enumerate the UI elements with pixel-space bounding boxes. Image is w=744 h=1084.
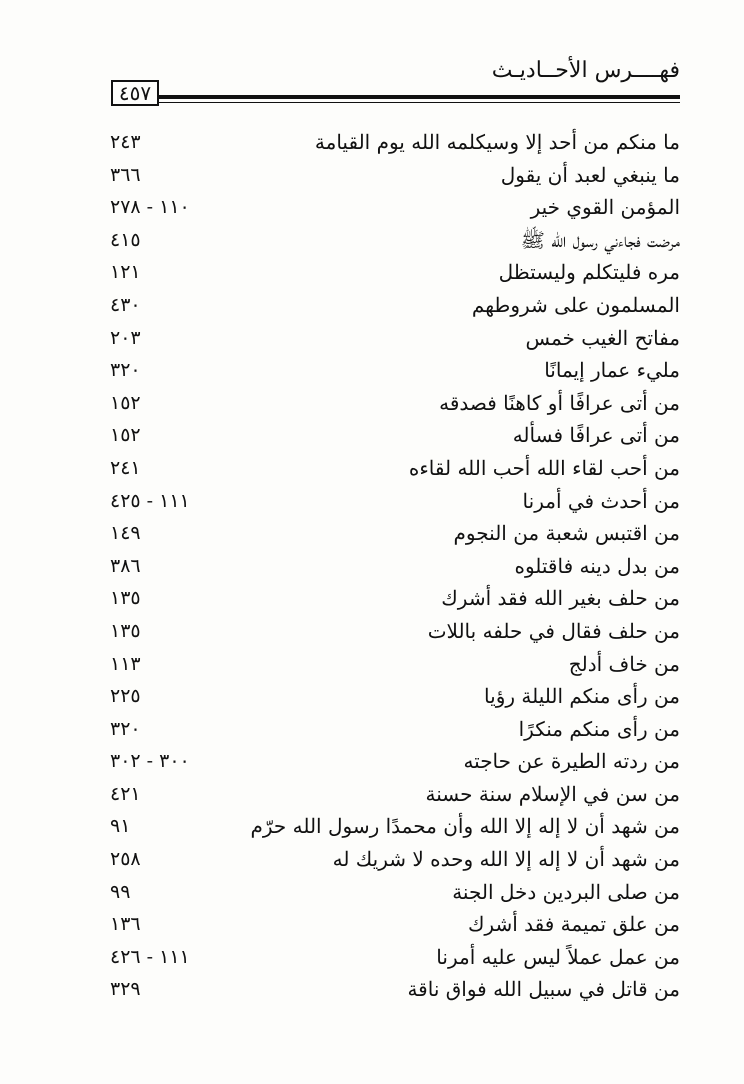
hadith-text: من أتى عرافًا أو كاهنًا فصدقه <box>439 390 680 415</box>
index-entry <box>110 323 680 356</box>
page-reference: ٣٦٦ <box>110 163 141 186</box>
index-entry <box>110 779 680 812</box>
hadith-text: من شهد أن لا إله إلا الله وحده لا شريك له <box>332 847 680 872</box>
hadith-text: ما منكم من أحد إلا وسيكلمه الله يوم القيامة <box>314 130 680 154</box>
hadith-text: من عمل عملاً ليس عليه أمرنا <box>436 944 680 969</box>
page-reference: ١٥٢ <box>110 391 141 414</box>
index-entry <box>110 486 680 519</box>
page-reference: ١٥٢ <box>110 424 141 447</box>
page-reference: ١١١ - ٤٢٦ <box>110 945 190 968</box>
hadith-text: من حلف بغير الله فقد أشرك <box>441 586 680 611</box>
index-entry <box>110 681 680 714</box>
index-entry <box>110 127 680 160</box>
page-reference: ٩١ <box>110 815 131 838</box>
page-reference: ٣٠٠ - ٣٠٢ <box>110 750 190 773</box>
hadith-text: من أحدث في أمرنا <box>522 488 680 513</box>
hadith-text: من أتى عرافًا فسأله <box>512 423 680 448</box>
hadith-text: من بدل دينه فاقتلوه <box>514 553 680 578</box>
page-reference: ١٣٥ <box>110 587 141 610</box>
index-entry <box>110 420 680 453</box>
hadith-text: من ردته الطيرة عن حاجته <box>463 749 680 774</box>
index-entry <box>110 355 680 388</box>
page-reference: ١٣٥ <box>110 619 141 642</box>
hadith-text: من شهد أن لا إله إلا الله وأن محمدًا رسول الله حرّم <box>250 814 680 839</box>
page-reference: ٢٥٨ <box>110 848 141 871</box>
index-entry <box>110 518 680 551</box>
index-entry <box>110 192 680 225</box>
index-entry <box>110 649 680 682</box>
index-entry <box>110 290 680 323</box>
index-entry <box>110 811 680 844</box>
page-reference: ٤٢١ <box>110 782 141 805</box>
index-entry <box>110 453 680 486</box>
index-entry <box>110 877 680 910</box>
hadith-text: من سن في الإسلام سنة حسنة <box>425 781 680 806</box>
hadith-text: من اقتبس شعبة من النجوم <box>453 521 680 546</box>
hadith-text: من صلى البردين دخل الجنة <box>452 879 680 904</box>
page-reference: ١١٣ <box>110 652 141 675</box>
page-number: ٤٥٧ <box>111 80 159 106</box>
hadith-text: مليء عمار إيمانًا <box>544 358 680 383</box>
hadith-text: من قاتل في سبيل الله فواق ناقة <box>407 977 680 1002</box>
hadith-text: مره فليتكلم وليستظل <box>498 260 680 285</box>
page-reference: ٤١٥ <box>110 228 141 251</box>
index-entry <box>110 257 680 290</box>
index-entry <box>110 225 680 258</box>
header-rule-thick <box>159 95 680 99</box>
index-entry <box>110 583 680 616</box>
hadith-text: من أحب لقاء الله أحب الله لقاءه <box>408 455 680 480</box>
index-entry <box>110 974 680 1007</box>
running-header-title: فهــــرس الأحــاديـث <box>491 58 680 83</box>
page-reference: ٣٨٦ <box>110 554 141 577</box>
page-reference: ٢٠٣ <box>110 326 141 349</box>
index-entry <box>110 616 680 649</box>
hadith-text: من علق تميمة فقد أشرك <box>467 912 680 937</box>
index-entry <box>110 844 680 877</box>
page-reference: ١٢١ <box>110 261 141 284</box>
index-entry <box>110 714 680 747</box>
page-reference: ٢٤١ <box>110 456 141 479</box>
page-reference: ٣٢٩ <box>110 978 141 1001</box>
page-reference: ٣٢٠ <box>110 359 141 382</box>
hadith-text: المسلمون على شروطهم <box>471 292 680 317</box>
index-entry <box>110 746 680 779</box>
hadith-index-list <box>110 127 680 1007</box>
page-reference: ٢٤٣ <box>110 131 141 153</box>
page-reference: ٢٢٥ <box>110 685 141 708</box>
hadith-text: المؤمن القوي خير <box>530 195 680 220</box>
hadith-text: مفاتح الغيب خمس <box>525 325 680 350</box>
header-rule-thin <box>159 102 680 103</box>
hadith-text: من رأى منكم منكرًا <box>518 716 680 741</box>
index-entry <box>110 942 680 975</box>
page-reference: ١٣٦ <box>110 913 141 936</box>
page-reference: ٩٩ <box>110 880 131 903</box>
hadith-text: من خاف أدلج <box>568 651 680 676</box>
hadith-text: من رأى منكم الليلة رؤيا <box>484 684 680 709</box>
hadith-text: مرضت فجاءني رسول الله ﷺ <box>520 227 680 252</box>
index-entry <box>110 388 680 421</box>
page-reference: ٤٣٠ <box>110 293 141 316</box>
index-entry <box>110 160 680 193</box>
hadith-text: من حلف فقال في حلفه باللات <box>427 618 680 643</box>
page-reference: ١١٠ - ٢٧٨ <box>110 196 190 219</box>
hadith-text: ما ينبغي لعبد أن يقول <box>500 162 680 187</box>
page-reference: ١١١ - ٤٢٥ <box>110 489 190 512</box>
page-reference: ٣٢٠ <box>110 717 141 740</box>
index-entry <box>110 909 680 942</box>
index-entry <box>110 551 680 584</box>
page-reference: ١٤٩ <box>110 522 141 545</box>
